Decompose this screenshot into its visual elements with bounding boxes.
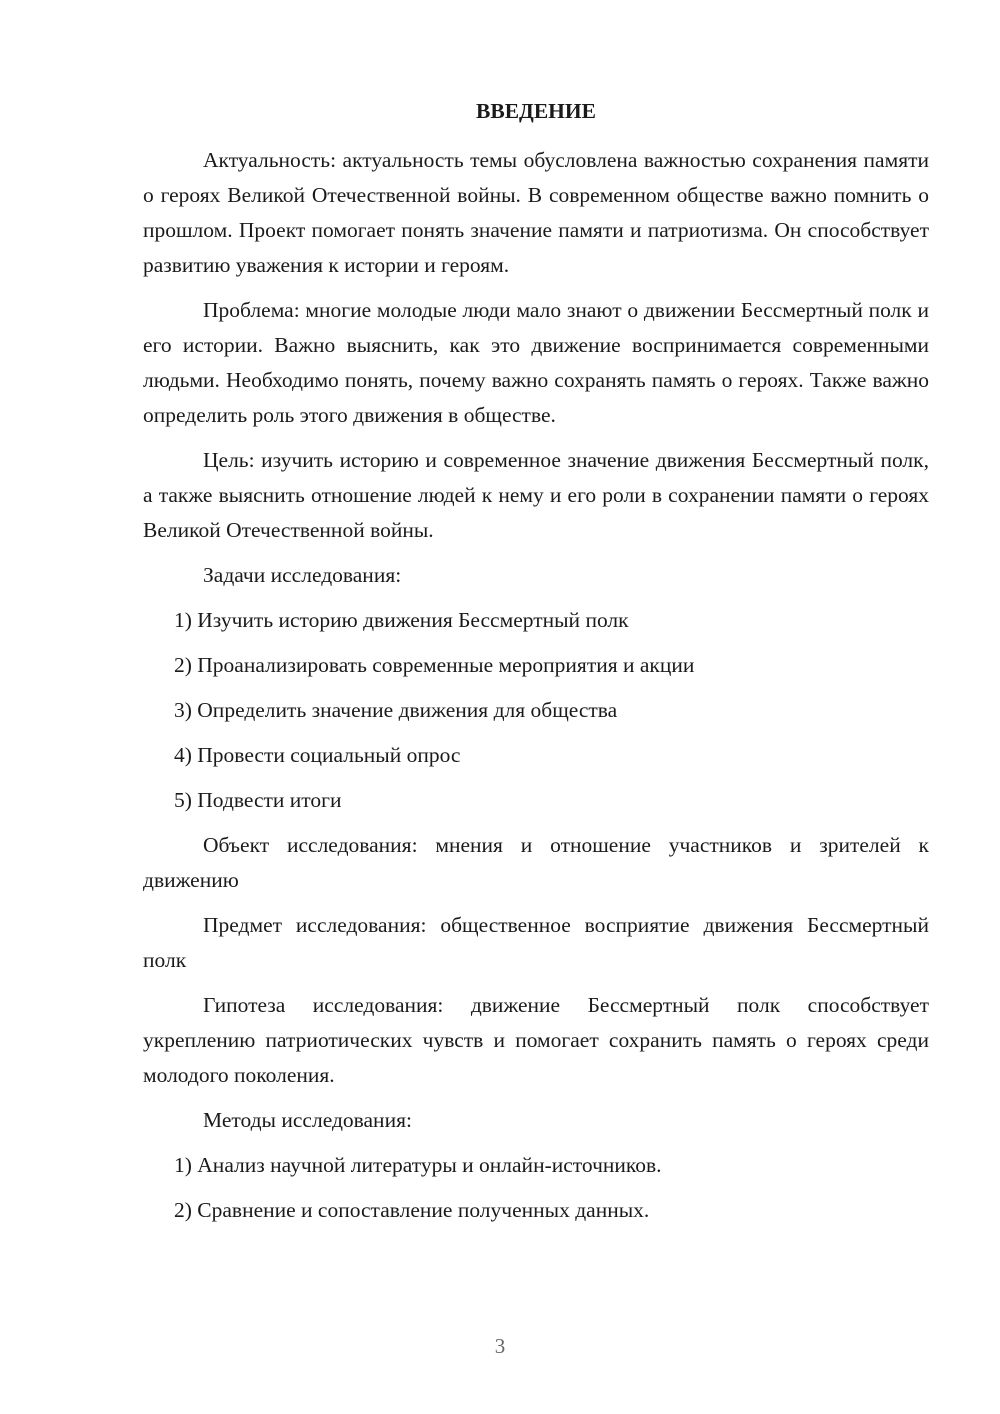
list-item: 1) Изучить историю движения Бессмертный полк bbox=[174, 608, 629, 632]
paragraph-relevance: Актуальность: актуальность темы обусловлена важностью сохранения памяти о героях Великой Отечественной войны. В современном обществе важно помнить о прошлом. Проект помогает понять значение памяти и патриотизма. Он способствует развитию уважения к истории и героям. bbox=[143, 148, 929, 277]
list-item: 1) Анализ научной литературы и онлайн-источников. bbox=[174, 1153, 662, 1177]
list-item: 5) Подвести итоги bbox=[174, 788, 342, 812]
methods-heading: Методы исследования: bbox=[203, 1108, 412, 1132]
page-number: 3 bbox=[494, 1334, 506, 1358]
list-item: 2) Проанализировать современные мероприятия и акции bbox=[174, 653, 695, 677]
list-item: 3) Определить значение движения для общества bbox=[174, 698, 618, 722]
tasks-heading: Задачи исследования: bbox=[203, 563, 402, 587]
tasks-list bbox=[143, 603, 929, 818]
paragraph-goal: Цель: изучить историю и современное значение движения Бессмертный полк, а также выяснить отношение людей к нему и его роли в сохранении памяти о героях Великой Отечественной войны. bbox=[143, 448, 929, 542]
document-page bbox=[143, 96, 929, 1238]
methods-list bbox=[143, 1148, 929, 1228]
paragraph-problem: Проблема: многие молодые люди мало знают о движении Бессмертный полк и его истории. Важно выяснить, как это движение воспринимается современными людьми. Необходимо понять, почему важно сохранять память о героях. Также важно определить роль этого движения в обществе. bbox=[143, 298, 929, 427]
page-title: ВВЕДЕНИЕ bbox=[476, 99, 596, 123]
paragraph-hypothesis: Гипотеза исследования: движение Бессмертный полк способствует укреплению патриотических чувств и помогает сохранить память о героях среди молодого поколения. bbox=[143, 993, 929, 1087]
paragraph-object: Объект исследования: мнения и отношение участников и зрителей к движению bbox=[143, 833, 929, 892]
list-item: 2) Сравнение и сопоставление полученных данных. bbox=[174, 1198, 650, 1222]
paragraph-subject: Предмет исследования: общественное восприятие движения Бессмертный полк bbox=[143, 913, 929, 972]
list-item: 4) Провести социальный опрос bbox=[174, 743, 461, 767]
